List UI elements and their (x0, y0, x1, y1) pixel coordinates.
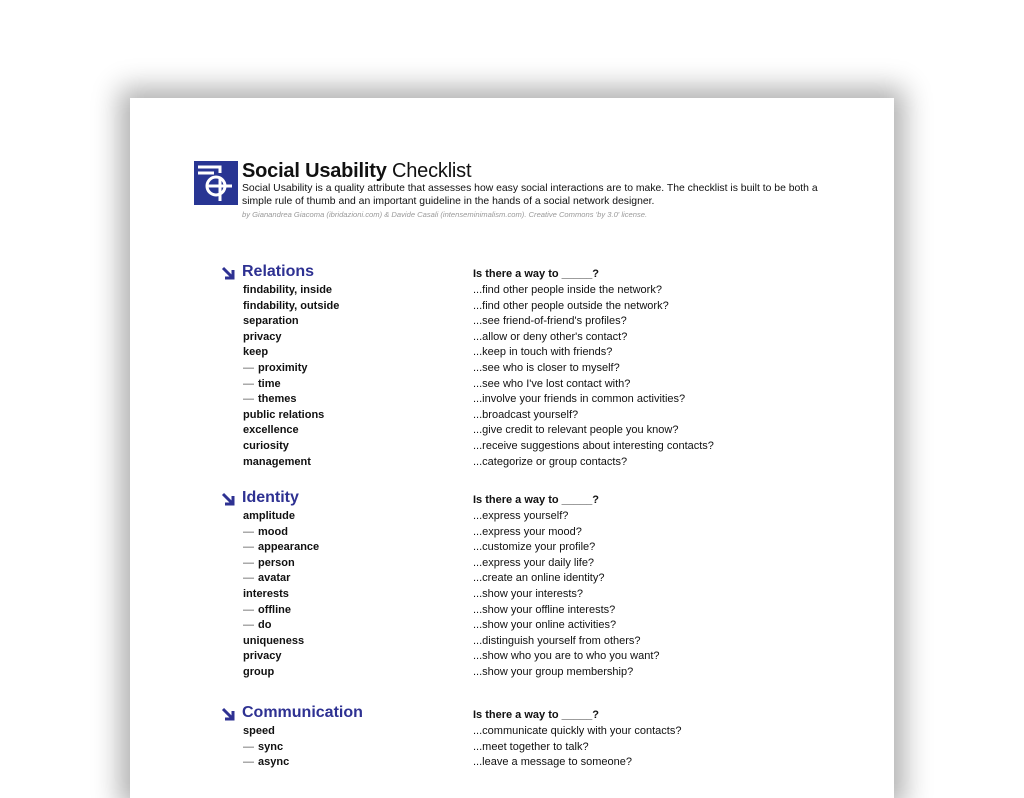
term-label: keep (243, 346, 269, 359)
term-label: curiosity (243, 439, 289, 452)
checklist-row (220, 665, 760, 681)
arrow-down-right-icon (220, 706, 236, 722)
term-label: avatar (258, 572, 291, 585)
term (243, 724, 275, 740)
question-text: ...see friend-of-friend's profiles? (473, 315, 627, 328)
term (243, 408, 324, 424)
question-text: ...communicate quickly with your contacts? (473, 725, 682, 737)
term-label: findability, inside (243, 284, 333, 296)
term-label: proximity (258, 361, 308, 374)
checklist-row (220, 377, 760, 393)
question-text: ...show your online activities? (473, 619, 617, 632)
checklist-row (220, 392, 760, 408)
term-label: async (258, 756, 290, 769)
section-header (220, 489, 760, 509)
sub-term (243, 755, 289, 771)
checklist-row (220, 345, 760, 361)
question-text: ...leave a message to someone? (473, 756, 632, 769)
section-identity (220, 489, 760, 681)
checklist-row (220, 571, 760, 587)
logo-icon (194, 161, 238, 205)
dash-marker: — (243, 525, 254, 538)
question-text: ...meet together to talk? (473, 740, 589, 753)
checklist-row (220, 299, 760, 315)
term-label: sync (258, 740, 284, 753)
dash-marker: — (243, 393, 254, 406)
term-label: privacy (243, 650, 282, 663)
term-label: amplitude (243, 510, 295, 522)
sub-term (243, 525, 288, 541)
question-text: ...keep in touch with friends? (473, 346, 613, 359)
checklist-row (220, 423, 760, 439)
checklist-row (220, 634, 760, 650)
dash-marker: — (243, 619, 254, 632)
term-label: separation (243, 315, 299, 328)
question-text: ...allow or deny other's contact? (473, 330, 628, 343)
checklist-row (220, 439, 760, 455)
checklist-row (220, 556, 760, 572)
sub-term (243, 740, 283, 756)
sub-term (243, 571, 290, 587)
term (243, 345, 268, 361)
question-text: ...give credit to relevant people you know? (473, 424, 679, 437)
term-label: interests (243, 587, 289, 600)
section-title: Identity (242, 489, 299, 506)
term-label: findability, outside (243, 299, 340, 312)
term-label: excellence (243, 424, 299, 437)
question-text: ...show your offline interests? (473, 603, 616, 616)
term-label: management (243, 455, 311, 468)
checklist-row (220, 724, 760, 740)
term-label: person (258, 556, 295, 569)
term-label: mood (258, 525, 288, 538)
term (243, 665, 274, 681)
checklist-row (220, 361, 760, 377)
section-title: Communication (242, 704, 363, 721)
dash-marker: — (243, 556, 254, 569)
checklist-row (220, 587, 760, 603)
term-label: public relations (243, 408, 325, 421)
checklist-row (220, 618, 760, 634)
question-text: ...see who I've lost contact with? (473, 377, 631, 390)
dash-marker: — (243, 572, 254, 585)
sub-term (243, 540, 319, 556)
question-text: ...express yourself? (473, 510, 569, 522)
checklist-row (220, 540, 760, 556)
title-rest: Checklist (392, 160, 472, 182)
dash-marker: — (243, 361, 254, 374)
term (243, 634, 304, 650)
dash-marker: — (243, 377, 254, 390)
checklist-row (220, 603, 760, 619)
checklist-row (220, 408, 760, 424)
question-text: ...express your mood? (473, 525, 582, 538)
term-label: privacy (243, 330, 282, 343)
question-text: ...categorize or group contacts? (473, 455, 628, 468)
question-text: ...show your group membership? (473, 665, 634, 678)
checklist-row (220, 525, 760, 541)
sub-term (243, 377, 281, 393)
page-title (242, 160, 471, 182)
section-question: Is there a way to _____? (473, 268, 599, 280)
term-label: appearance (258, 541, 320, 554)
checklist-row (220, 509, 760, 525)
term (243, 649, 282, 665)
arrow-down-right-icon (220, 265, 236, 281)
question-text: ...show your interests? (473, 587, 584, 600)
term (243, 423, 299, 439)
dash-marker: — (243, 603, 254, 616)
term-label: group (243, 665, 275, 678)
term-label: speed (243, 725, 275, 737)
question-text: ...find other people outside the network? (473, 299, 669, 312)
question-text: ...create an online identity? (473, 572, 605, 585)
section-relations (220, 263, 760, 470)
term-label: time (258, 377, 281, 390)
description: Social Usability is a quality attribute that assesses how easy social interactions are to make. The checklist is built to be both a simple rule of thumb and an important guideline in the hands of a social network designer. (242, 183, 818, 207)
checklist-document (130, 98, 894, 798)
checklist-row (220, 740, 760, 756)
sub-term (243, 618, 271, 634)
sub-term (243, 603, 291, 619)
section-communication (220, 704, 760, 771)
term (243, 330, 282, 346)
checklist-row (220, 649, 760, 665)
section-header (220, 704, 760, 724)
question-text: ...see who is closer to myself? (473, 361, 620, 374)
dash-marker: — (243, 541, 254, 554)
term-label: do (258, 619, 272, 632)
question-text: ...broadcast yourself? (473, 408, 579, 421)
section-question: Is there a way to _____? (473, 494, 599, 506)
term (243, 509, 295, 525)
term (243, 314, 299, 330)
section-header (220, 263, 760, 283)
question-text: ...find other people inside the network? (473, 284, 662, 296)
term (243, 455, 311, 471)
dash-marker: — (243, 756, 254, 769)
section-question: Is there a way to _____? (473, 709, 599, 721)
term-label: offline (258, 603, 291, 616)
sub-term (243, 556, 295, 572)
term-label: themes (258, 393, 297, 406)
checklist-row (220, 330, 760, 346)
term (243, 283, 332, 299)
sub-term (243, 392, 297, 408)
checklist-row (220, 314, 760, 330)
checklist-row (220, 455, 760, 471)
question-text: ...express your daily life? (473, 556, 595, 569)
checklist-row (220, 755, 760, 771)
checklist-row (220, 283, 760, 299)
credit-line: by Gianandrea Giacoma (ibridazioni.com) & Davide Casali (intenseminimalism.com). Creative Commons 'by 3.0' license. (242, 210, 648, 219)
term (243, 299, 339, 315)
question-text: ...customize your profile? (473, 541, 596, 554)
dash-marker: — (243, 740, 254, 753)
term (243, 439, 289, 455)
term-label: uniqueness (243, 634, 305, 647)
question-text: ...receive suggestions about interesting contacts? (473, 439, 714, 452)
sub-term (243, 361, 308, 377)
title-bold: Social Usability (242, 160, 387, 182)
question-text: ...show who you are to who you want? (473, 650, 660, 663)
section-title: Relations (242, 263, 315, 280)
question-text: ...involve your friends in common activities? (473, 393, 686, 406)
question-text: ...distinguish yourself from others? (473, 634, 641, 647)
term (243, 587, 289, 603)
arrow-down-right-icon (220, 491, 236, 507)
